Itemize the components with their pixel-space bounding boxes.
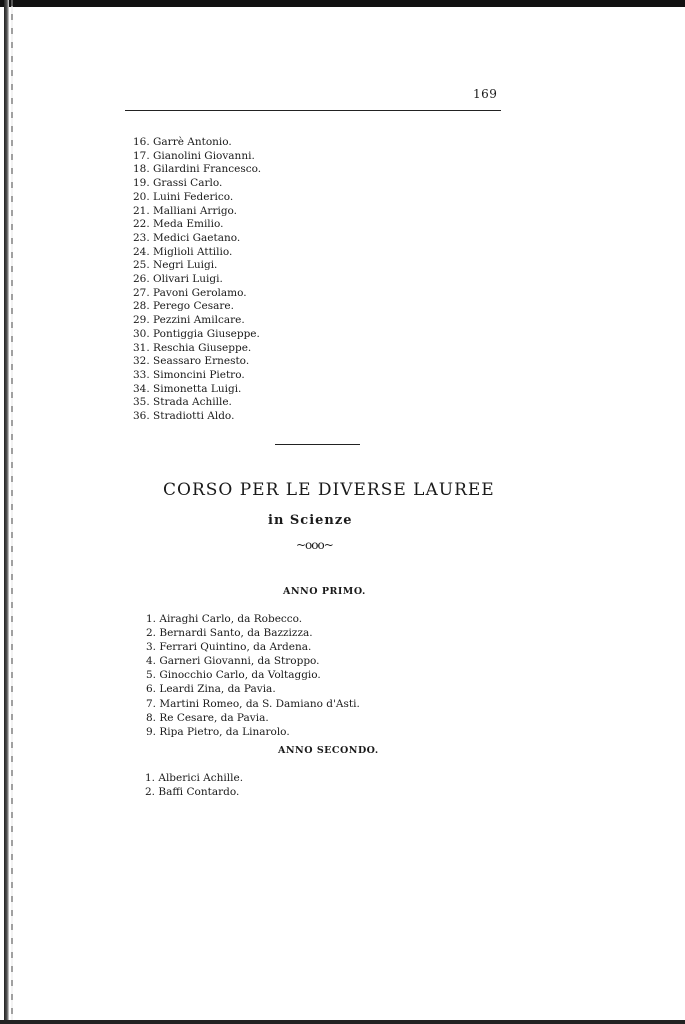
scan-binding-marks [11, 0, 13, 1024]
list-item: 16. Garrè Antonio. [133, 136, 232, 148]
list-item: 3. Ferrari Quintino, da Ardena. [146, 641, 312, 654]
anno-primo-list [146, 612, 360, 739]
course-title-text: CORSO PER LE DIVERSE LAUREE [163, 480, 495, 500]
list-item: 33. Simoncini Pietro. [133, 368, 245, 381]
list-item: 31. Reschia Giuseppe. [133, 341, 252, 354]
list-item: 17. Gianolini Giovanni. [133, 149, 255, 162]
anno-secondo-heading: ANNO SECONDO. [278, 745, 379, 756]
anno-secondo-list [145, 771, 243, 799]
section-divider [275, 444, 360, 445]
list-item: 20. Luini Federico. [133, 190, 234, 203]
list-item: 5. Ginocchio Carlo, da Voltaggio. [146, 669, 321, 682]
anno-primo-heading: ANNO PRIMO. [283, 586, 366, 597]
students-list [133, 136, 261, 424]
list-item: 2. Baffi Contardo. [145, 786, 240, 798]
ornament-flourish: ~ooo~ [296, 538, 333, 552]
list-item: 24. Miglioli Attilio. [133, 245, 233, 258]
list-item: 29. Pezzini Amilcare. [133, 314, 245, 327]
list-item: 1. Alberici Achille. [145, 772, 244, 784]
header-rule [125, 110, 501, 111]
list-item: 4. Garneri Giovanni, da Stroppo. [146, 655, 320, 668]
list-item: 18. Gilardini Francesco. [133, 163, 262, 176]
list-item: 26. Olivari Luigi. [133, 273, 223, 286]
list-item: 22. Meda Emilio. [133, 218, 224, 231]
list-item: 32. Seassaro Ernesto. [133, 355, 250, 368]
list-item: 28. Perego Cesare. [133, 300, 234, 313]
list-item: 36. Stradiotti Aldo. [133, 410, 235, 423]
course-subtitle: in Scienze [268, 513, 353, 528]
list-item: 8. Re Cesare, da Pavia. [146, 711, 269, 724]
list-item: 30. Pontiggia Giuseppe. [133, 327, 260, 340]
list-item: 1. Airaghi Carlo, da Robecco. [146, 613, 303, 625]
list-item: 19. Grassi Carlo. [133, 177, 223, 190]
list-item: 7. Martini Romeo, da S. Damiano d'Asti. [146, 697, 360, 710]
scan-border-left [4, 0, 9, 1024]
list-item: 6. Leardi Zina, da Pavia. [146, 683, 276, 696]
list-item: 35. Strada Achille. [133, 396, 232, 409]
list-item: 9. Ripa Pietro, da Linarolo. [146, 725, 290, 738]
list-item: 34. Simonetta Luigi. [133, 382, 242, 395]
scan-border-top [0, 0, 685, 7]
list-item: 27. Pavoni Gerolamo. [133, 286, 247, 299]
list-item: 21. Malliani Arrigo. [133, 204, 238, 217]
page-number: 169 [473, 87, 498, 101]
list-item: 23. Medici Gaetano. [133, 231, 241, 244]
scan-border-bottom [0, 1020, 685, 1024]
list-item: 2. Bernardi Santo, da Bazzizza. [146, 627, 313, 640]
list-item: 25. Negri Luigi. [133, 259, 218, 272]
